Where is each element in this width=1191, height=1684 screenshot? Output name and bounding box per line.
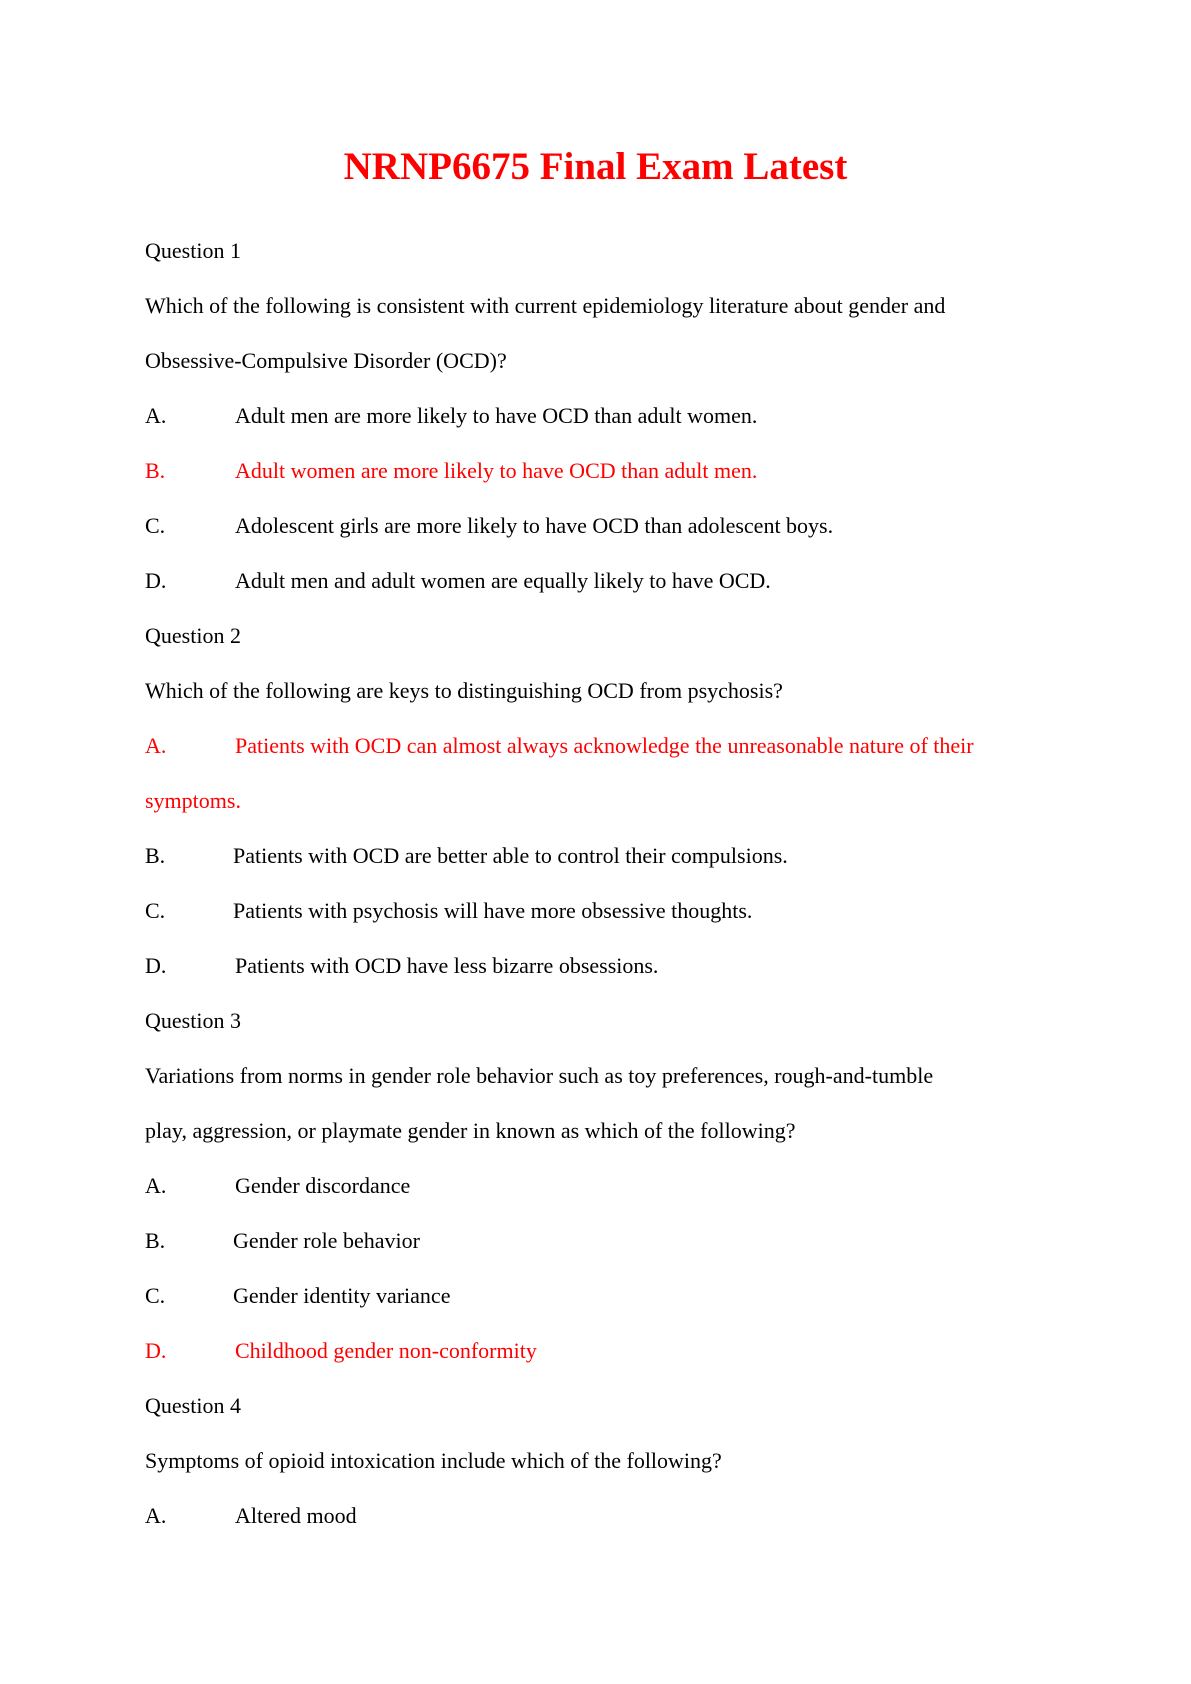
question-2-option-b (145, 842, 788, 870)
option-text: Altered mood (235, 1503, 357, 1528)
question-1-stem-line-1: Which of the following is consistent with current epidemiology literature about gender and (145, 293, 946, 318)
option-text: Adult women are more likely to have OCD than adult men. (235, 458, 758, 483)
option-text: Adolescent girls are more likely to have OCD than adolescent boys. (235, 513, 834, 538)
question-1-option-c (145, 512, 833, 540)
question-4-stem-line-1: Symptoms of opioid intoxication include which of the following? (145, 1448, 722, 1473)
option-text: Patients with OCD have less bizarre obsessions. (235, 953, 659, 978)
option-text: Gender identity variance (233, 1283, 451, 1308)
option-letter: A. (145, 1173, 167, 1198)
question-1-stem-line-2: Obsessive-Compulsive Disorder (OCD)? (145, 348, 507, 373)
option-letter: C. (145, 1283, 166, 1308)
option-letter: C. (145, 898, 166, 923)
option-letter: A. (145, 1503, 167, 1528)
option-letter: B. (145, 458, 166, 483)
option-text: Patients with OCD are better able to control their compulsions. (233, 843, 788, 868)
question-1-label: Question 1 (145, 238, 241, 263)
question-2-option-c (145, 897, 752, 925)
question-1-option-a (145, 402, 757, 430)
question-1-option-b-correct (145, 457, 757, 485)
question-3-stem-line-2: play, aggression, or playmate gender in known as which of the following? (145, 1118, 796, 1143)
question-1-option-d (145, 567, 771, 595)
option-letter: C. (145, 513, 166, 538)
option-text: Adult men are more likely to have OCD than adult women. (235, 403, 758, 428)
option-text: Gender discordance (235, 1173, 411, 1198)
question-3-option-d-correct (145, 1337, 537, 1365)
question-2-label: Question 2 (145, 623, 241, 648)
option-letter: A. (145, 403, 167, 428)
question-4-option-a (145, 1502, 357, 1530)
question-3-option-c (145, 1282, 450, 1310)
question-2-option-a-continuation: symptoms. (145, 788, 241, 813)
option-letter: B. (145, 843, 166, 868)
question-4-label: Question 4 (145, 1393, 241, 1418)
option-letter: B. (145, 1228, 166, 1253)
option-letter: D. (145, 1338, 167, 1363)
question-2-stem-line-1: Which of the following are keys to distinguishing OCD from psychosis? (145, 678, 783, 703)
option-text: Patients with OCD can almost always acknowledge the unreasonable nature of their (235, 733, 974, 758)
option-letter: D. (145, 568, 167, 593)
question-2-option-d (145, 952, 658, 980)
option-letter: A. (145, 733, 167, 758)
question-3-option-b (145, 1227, 420, 1255)
question-2-option-a-correct (145, 732, 974, 760)
option-text: Adult men and adult women are equally likely to have OCD. (235, 568, 771, 593)
question-3-stem-line-1: Variations from norms in gender role behavior such as toy preferences, rough-and-tumble (145, 1063, 934, 1088)
question-3-label: Question 3 (145, 1008, 241, 1033)
option-text: Gender role behavior (233, 1228, 420, 1253)
option-letter: D. (145, 953, 167, 978)
option-text: Childhood gender non-conformity (235, 1338, 537, 1363)
question-3-option-a (145, 1172, 410, 1200)
option-text: Patients with psychosis will have more obsessive thoughts. (233, 898, 753, 923)
exam-title: NRNP6675 Final Exam Latest (343, 145, 848, 188)
